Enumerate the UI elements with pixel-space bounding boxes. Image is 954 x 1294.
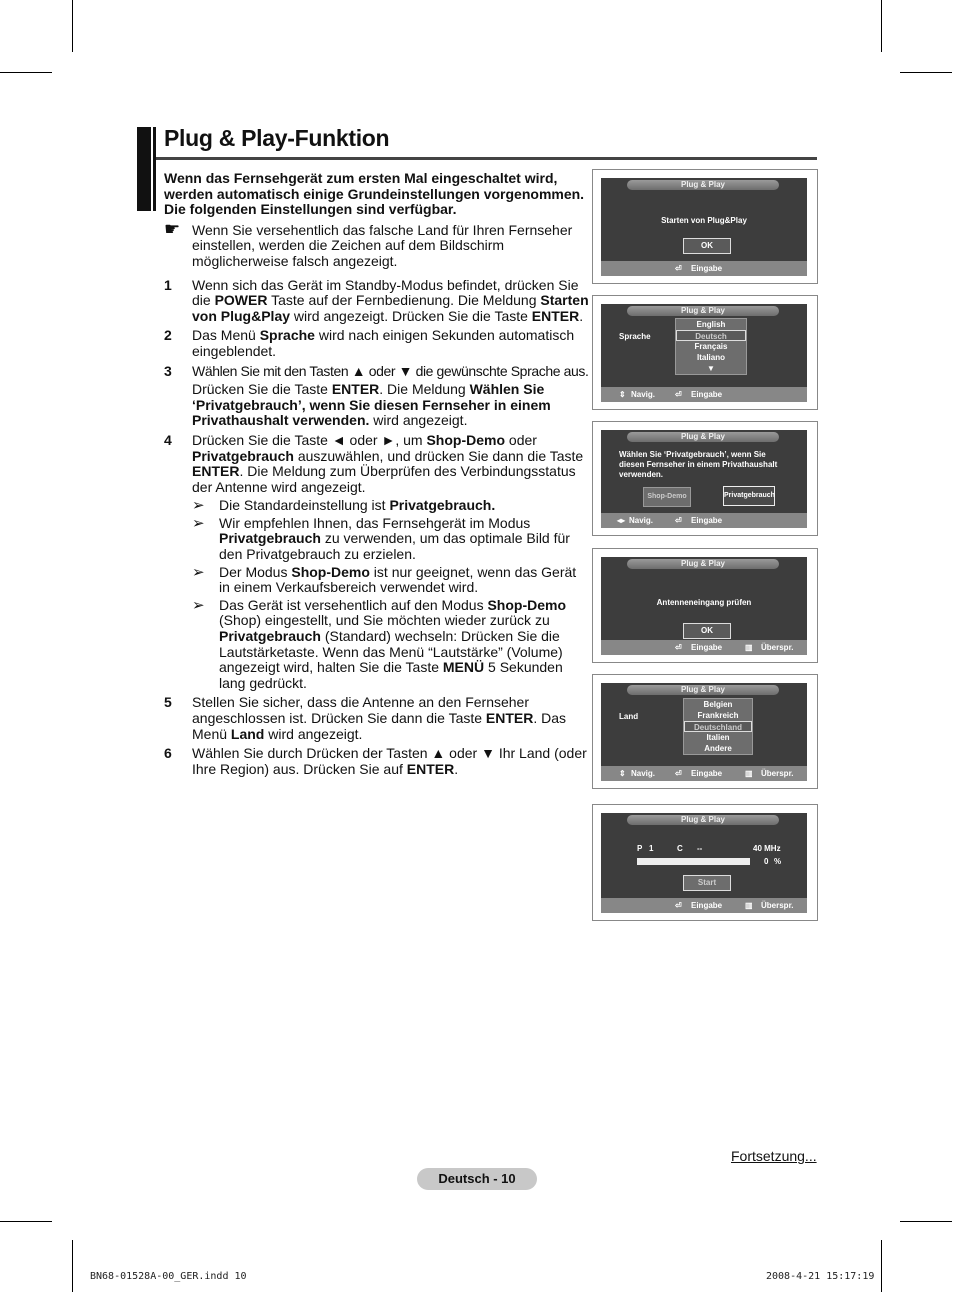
sub-keyword: Privatgebrauch <box>219 530 321 547</box>
osd-list-item-selected[interactable]: Deutsch <box>676 330 746 341</box>
osd-ok-button[interactable]: OK <box>683 623 731 639</box>
osd-message: Starten von Plug&Play <box>661 216 747 225</box>
osd-list-item[interactable]: Français <box>694 342 728 351</box>
sub-keyword: Shop-Demo <box>487 596 567 613</box>
osd-percent-unit: % <box>774 857 782 866</box>
osd-panel <box>601 430 807 528</box>
step-keyword: POWER <box>214 292 268 309</box>
step-text: . Die Meldung <box>379 381 470 398</box>
osd-nav-label: Navig. <box>631 390 656 399</box>
sub-text: 5 Sekunden lang gedrückt. <box>219 659 563 691</box>
osd-footer <box>601 513 807 528</box>
osd-list-item[interactable]: English <box>696 320 726 329</box>
enter-icon: ⏎ <box>675 769 682 778</box>
step-3 <box>164 364 589 429</box>
sub-text: (Shop) eingestellt, und Sie möchten wieder zurück zu <box>219 612 550 629</box>
step-keyword: Wählen Sie ‘Privatgebrauch’, wenn Sie diesen Fernseher in einem Privathaushalt verwenden. <box>192 381 551 429</box>
step-number: 4 <box>164 431 172 448</box>
osd-nav-label: Navig. <box>629 516 654 525</box>
crop-mark <box>900 72 952 73</box>
step-text: wird angezeigt. <box>369 412 468 429</box>
sub-text: Das Gerät ist versehentlich auf den Modus <box>219 596 488 613</box>
osd-screen-country <box>592 674 818 789</box>
skip-icon: ▥ <box>745 769 753 778</box>
shop-demo-button[interactable]: Shop-Demo <box>643 487 691 507</box>
step-text: Drücken Sie die Taste <box>192 381 332 398</box>
left-right-arrows-icon: ◂▸ <box>617 516 626 525</box>
step-text: Wählen Sie durch Drücken der Tasten ▲ oder ▼ Ihr Land (oder Ihre Region) aus. Drücken Sie auf <box>192 745 587 777</box>
continuation-link[interactable]: Fortsetzung... <box>731 1148 817 1164</box>
sub-text: zu verwenden, um das optimale Bild für den Privatgebrauch zu erzielen. <box>219 530 570 563</box>
sub-keyword: Privatgebrauch <box>219 628 321 645</box>
note-sub-3 <box>192 565 589 596</box>
enter-icon: ⏎ <box>675 901 682 910</box>
step-6 <box>164 746 589 777</box>
step-1 <box>164 278 589 325</box>
step-number: 1 <box>164 276 172 293</box>
sub-text: ist nur geeignet, wenn das Gerät in einem Verkaufsbereich verwendet wird. <box>219 563 577 596</box>
osd-skip-label: Überspr. <box>761 769 794 778</box>
step-keyword: Shop-Demo <box>426 431 506 448</box>
osd-ok-button[interactable]: OK <box>683 238 731 254</box>
step-text: . Das Menü <box>192 710 567 742</box>
step-text: Wenn sich das Gerät im Standby-Modus befindet, drücken Sie die <box>192 276 579 309</box>
title-accent-bar <box>153 127 156 211</box>
skip-icon: ▥ <box>745 901 753 910</box>
osd-skip-label: Überspr. <box>761 643 794 652</box>
instructions <box>164 171 589 781</box>
step-number: 2 <box>164 327 172 344</box>
step-number: 3 <box>164 362 172 379</box>
osd-country-list <box>683 698 753 755</box>
sub-keyword: Shop-Demo <box>291 563 370 580</box>
osd-screen-mode <box>592 421 818 536</box>
enter-icon: ⏎ <box>675 390 682 399</box>
osd-footer <box>601 261 807 276</box>
osd-language-label: Sprache <box>619 332 651 341</box>
note-sub-1 <box>192 498 589 514</box>
note-text: Wenn Sie versehentlich das falsche Land für Ihren Fernseher einstellen, werden die Zeichen auf dem Bildschirm möglicherweise falsch angezeigt. <box>192 221 573 269</box>
osd-footer <box>601 766 807 781</box>
osd-list-item[interactable]: Andere <box>704 744 732 753</box>
step-number: 5 <box>164 694 172 711</box>
osd-progress-track <box>637 858 750 865</box>
step-text: wird angezeigt. Drücken Sie die Taste <box>290 307 532 324</box>
note <box>164 218 589 270</box>
osd-list-item[interactable]: Italiano <box>696 353 725 362</box>
osd-panel <box>601 557 807 655</box>
osd-channel-value: -- <box>697 844 703 853</box>
osd-channel-label: C <box>677 844 683 853</box>
osd-language-list <box>675 318 747 375</box>
step-number: 6 <box>164 745 172 762</box>
step-keyword: Starten von Plug&Play <box>192 292 589 324</box>
step-5 <box>164 695 589 742</box>
arrow-icon: ➢ <box>192 596 205 614</box>
osd-panel <box>601 813 807 913</box>
step-text: . <box>454 760 459 777</box>
osd-program-label: P <box>637 844 643 853</box>
step-keyword: Privatgebrauch <box>192 447 294 464</box>
osd-header: Plug & Play <box>627 432 779 442</box>
sub-keyword: Privatgebrauch. <box>389 497 496 514</box>
sub-keyword: MENÜ <box>442 659 485 676</box>
osd-footer <box>601 898 807 913</box>
osd-panel <box>601 683 807 781</box>
step-text: . Die Meldung zum Überprüfen des Verbindungsstatus der Antenne wird angezeigt. <box>192 463 576 495</box>
osd-footer <box>601 387 807 402</box>
osd-enter-label: Eingabe <box>691 516 723 525</box>
step-keyword: ENTER <box>531 307 580 324</box>
enter-icon: ⏎ <box>675 264 682 273</box>
step-keyword: ENTER <box>406 760 455 777</box>
step-text: Taste auf der Fernbedienung. Die Meldung <box>267 292 541 309</box>
step-keyword: Sprache <box>259 327 315 344</box>
step-text: Wählen Sie mit den Tasten ▲ oder ▼ die gewünschte Sprache aus. <box>192 362 589 379</box>
page-number-badge: Deutsch - 10 <box>417 1168 537 1190</box>
arrow-icon: ➢ <box>192 563 205 581</box>
crop-mark <box>900 1221 952 1222</box>
osd-frequency: 40 MHz <box>753 844 781 853</box>
osd-enter-label: Eingabe <box>691 643 723 652</box>
step-text: auszuwählen, und drücken Sie dann die Taste <box>293 447 584 464</box>
arrow-icon: ➢ <box>192 514 205 532</box>
up-down-arrows-icon: ⇕ <box>619 769 626 778</box>
privatgebrauch-button[interactable]: Privatgebrauch <box>723 486 775 506</box>
osd-panel <box>601 304 807 402</box>
step-text: oder <box>505 431 537 448</box>
step-keyword: ENTER <box>485 710 534 726</box>
arrow-icon: ➢ <box>192 497 205 515</box>
crop-mark <box>0 72 52 73</box>
osd-panel <box>601 178 807 276</box>
note-sub-4 <box>192 598 589 692</box>
osd-header: Plug & Play <box>627 559 779 569</box>
step-text: Drücken Sie die Taste ◄ oder ►, um <box>192 431 427 448</box>
pointing-hand-icon: ☛ <box>164 218 181 239</box>
crop-mark <box>0 1221 52 1222</box>
step-text: Das Menü <box>192 327 260 344</box>
enter-icon: ⏎ <box>675 643 682 652</box>
step-text: Stellen Sie sicher, dass die Antenne an den Fernseher angeschlossen ist. Drücken Sie dann die Taste <box>192 694 529 726</box>
osd-message: Wählen Sie ‘Privatgebrauch’, wenn Sie diesen Fernseher in einem Privathaushalt verwenden. <box>619 450 778 479</box>
osd-header: Plug & Play <box>627 685 779 695</box>
step-4 <box>164 433 589 692</box>
sub-text: Wir empfehlen Ihnen, das Fernsehgerät im Modus <box>219 514 531 531</box>
step-text: wird angezeigt. <box>264 725 363 742</box>
osd-country-label: Land <box>619 712 639 721</box>
osd-screen-start <box>592 169 818 284</box>
osd-screen-scan <box>592 804 818 921</box>
osd-header: Plug & Play <box>627 815 779 825</box>
scroll-down-icon[interactable]: ▼ <box>707 364 715 373</box>
osd-list-item[interactable]: Italien <box>706 733 730 742</box>
crop-mark <box>72 1240 73 1292</box>
osd-list-item-selected[interactable]: Deutschland <box>684 721 752 732</box>
skip-icon: ▥ <box>745 643 753 652</box>
sub-text: Die Standardeinstellung ist <box>219 497 390 514</box>
step-keyword: ENTER <box>331 381 380 398</box>
step-text: . <box>579 307 584 324</box>
osd-message: Antenneneingang prüfen <box>656 598 752 607</box>
osd-nav-label: Navig. <box>631 769 656 778</box>
print-date-info: 2008-4-21 15:17:19 <box>766 1271 875 1282</box>
osd-footer <box>601 640 807 655</box>
intro-text: Wenn das Fernsehgerät zum ersten Mal eingeschaltet wird, werden automatisch einige Grundeinstellungen vorgenommen. Die folgenden Einstellungen sind verfügbar. <box>164 170 585 218</box>
step-keyword: ENTER <box>192 463 240 480</box>
crop-mark <box>881 1240 882 1292</box>
osd-list-item[interactable]: Belgien <box>703 700 733 709</box>
osd-enter-label: Eingabe <box>691 901 723 910</box>
note-sub-2 <box>192 516 589 563</box>
osd-enter-label: Eingabe <box>691 769 723 778</box>
step-keyword: Land <box>230 725 265 742</box>
page-title: Plug & Play-Funktion <box>164 125 390 151</box>
osd-percent: 0 <box>764 857 769 866</box>
osd-list-item[interactable]: Frankreich <box>697 711 739 720</box>
sub-text: (Standard) wechseln: Drücken Sie die Lautstärketaste. Wenn das Menü “Lautstärke” (Volume) angezeigt wird, halten Sie die Taste <box>219 628 563 676</box>
title-rule <box>156 157 817 160</box>
sub-text: Der Modus <box>219 563 292 580</box>
osd-skip-label: Überspr. <box>761 901 794 910</box>
enter-icon: ⏎ <box>675 516 682 525</box>
osd-header: Plug & Play <box>627 180 779 190</box>
osd-program-value: 1 <box>649 844 654 853</box>
step-text: wird nach einigen Sekunden automatisch eingeblendet. <box>192 327 575 359</box>
crop-mark <box>881 0 882 52</box>
osd-screen-antenna <box>592 548 818 663</box>
up-down-arrows-icon: ⇕ <box>619 390 626 399</box>
step-2 <box>164 328 589 359</box>
title-accent-bar <box>137 127 151 211</box>
osd-screen-language <box>592 295 818 410</box>
osd-enter-label: Eingabe <box>691 264 723 273</box>
osd-header: Plug & Play <box>627 306 779 316</box>
osd-start-button[interactable]: Start <box>683 875 731 891</box>
print-file-info: BN68-01528A-00_GER.indd 10 <box>90 1271 247 1282</box>
crop-mark <box>72 0 73 52</box>
osd-enter-label: Eingabe <box>691 390 723 399</box>
